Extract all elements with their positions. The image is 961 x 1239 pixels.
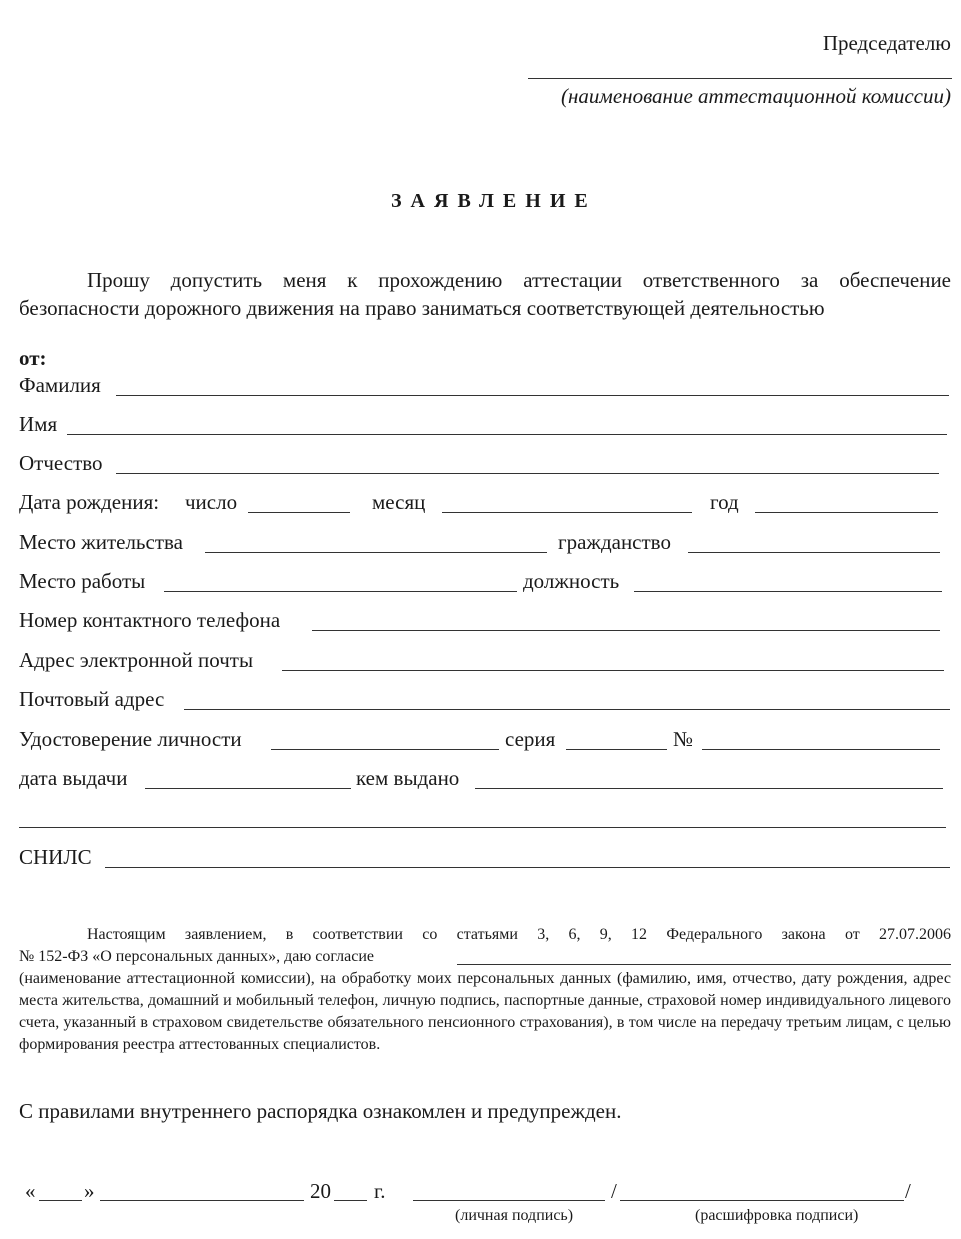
year-prefix: 20: [310, 1179, 331, 1203]
patronymic-field[interactable]: [116, 473, 939, 474]
issue-date-label: дата выдачи: [19, 766, 128, 790]
consent-text: (наименование аттестационной комиссии), на обработку моих персональных данных (фамилию, имя, отчество, дату рождения, адрес места жительства, домашний и мобильный телефон, личную подпись, паспортные данные, страховой номер индивидуального лицевого счета, указанный в страховом свидетельстве обязательного пенсионного страхования), в том числе на передачу третьим лицам, с целью формирования реестра аттестованных специалистов.: [19, 970, 951, 1053]
email-label: Адрес электронной почты: [19, 648, 254, 672]
workplace-label: Место работы: [19, 569, 146, 593]
issued-by-field[interactable]: [475, 788, 943, 789]
phone-field[interactable]: [312, 630, 940, 631]
snils-label: СНИЛС: [19, 845, 92, 869]
signature-caption: (личная подпись): [455, 1207, 574, 1224]
position-field[interactable]: [634, 591, 942, 592]
birth-date-label: Дата рождения:: [19, 490, 160, 514]
commission-name-field[interactable]: [528, 78, 952, 79]
day-signature-field[interactable]: [39, 1200, 82, 1201]
consent-line-1: Настоящим заявлением, в соответствии со статьями 3, 6, 9, 12 Федерального закона от 27.07.2006: [87, 926, 951, 943]
year-label: год: [710, 490, 739, 514]
document-title: ЗАЯВЛЕНИЕ: [391, 190, 597, 212]
slash-left: /: [611, 1179, 617, 1203]
number-label: №: [673, 727, 694, 751]
snils-field[interactable]: [105, 867, 950, 868]
id-doc-label: Удостоверение личности: [19, 727, 242, 751]
postal-field[interactable]: [184, 709, 950, 710]
series-field[interactable]: [566, 749, 667, 750]
from-label: от:: [19, 346, 47, 370]
id-doc-field[interactable]: [271, 749, 499, 750]
year-signature-field[interactable]: [334, 1200, 367, 1201]
slash-right: /: [905, 1179, 911, 1203]
quote-open: «: [25, 1179, 36, 1203]
request-text: Прошу допустить меня к прохождению аттестации ответственного за обеспечение безопасности дорожного движения на право заниматься соответствующей деятельностью: [19, 268, 951, 320]
surname-label: Фамилия: [19, 373, 101, 397]
addressee: Председателю: [822, 31, 951, 55]
patronymic-label: Отчество: [19, 451, 103, 475]
issued-by-continuation-field[interactable]: [19, 827, 946, 828]
postal-label: Почтовый адрес: [19, 687, 165, 711]
residence-field[interactable]: [205, 552, 547, 553]
signature-field[interactable]: [413, 1200, 605, 1201]
rules-acknowledgement: С правилами внутреннего распорядка ознакомлен и предупрежден.: [19, 1099, 622, 1123]
year-suffix: г.: [374, 1179, 386, 1203]
citizenship-label: гражданство: [558, 530, 671, 554]
month-label: месяц: [372, 490, 426, 514]
name-label: Имя: [19, 412, 58, 436]
series-label: серия: [505, 727, 556, 751]
year-field[interactable]: [755, 512, 938, 513]
residence-label: Место жительства: [19, 530, 183, 554]
consent-commission-field[interactable]: [457, 964, 951, 965]
citizenship-field[interactable]: [688, 552, 940, 553]
workplace-field[interactable]: [164, 591, 517, 592]
signature-decoding-field[interactable]: [620, 1200, 904, 1201]
position-label: должность: [523, 569, 620, 593]
decoding-caption: (расшифровка подписи): [695, 1207, 859, 1224]
name-field[interactable]: [67, 434, 947, 435]
email-field[interactable]: [282, 670, 944, 671]
issue-date-field[interactable]: [145, 788, 351, 789]
surname-field[interactable]: [116, 395, 949, 396]
phone-label: Номер контактного телефона: [19, 608, 281, 632]
issued-by-label: кем выдано: [356, 766, 460, 790]
month-signature-field[interactable]: [100, 1200, 304, 1201]
consent-line-2: № 152-ФЗ «О персональных данных», даю согласие: [19, 948, 374, 965]
commission-caption: (наименование аттестационной комиссии): [561, 84, 951, 108]
day-field[interactable]: [248, 512, 350, 513]
quote-close: »: [84, 1179, 95, 1203]
day-label: число: [185, 490, 238, 514]
number-field[interactable]: [702, 749, 940, 750]
month-field[interactable]: [442, 512, 692, 513]
